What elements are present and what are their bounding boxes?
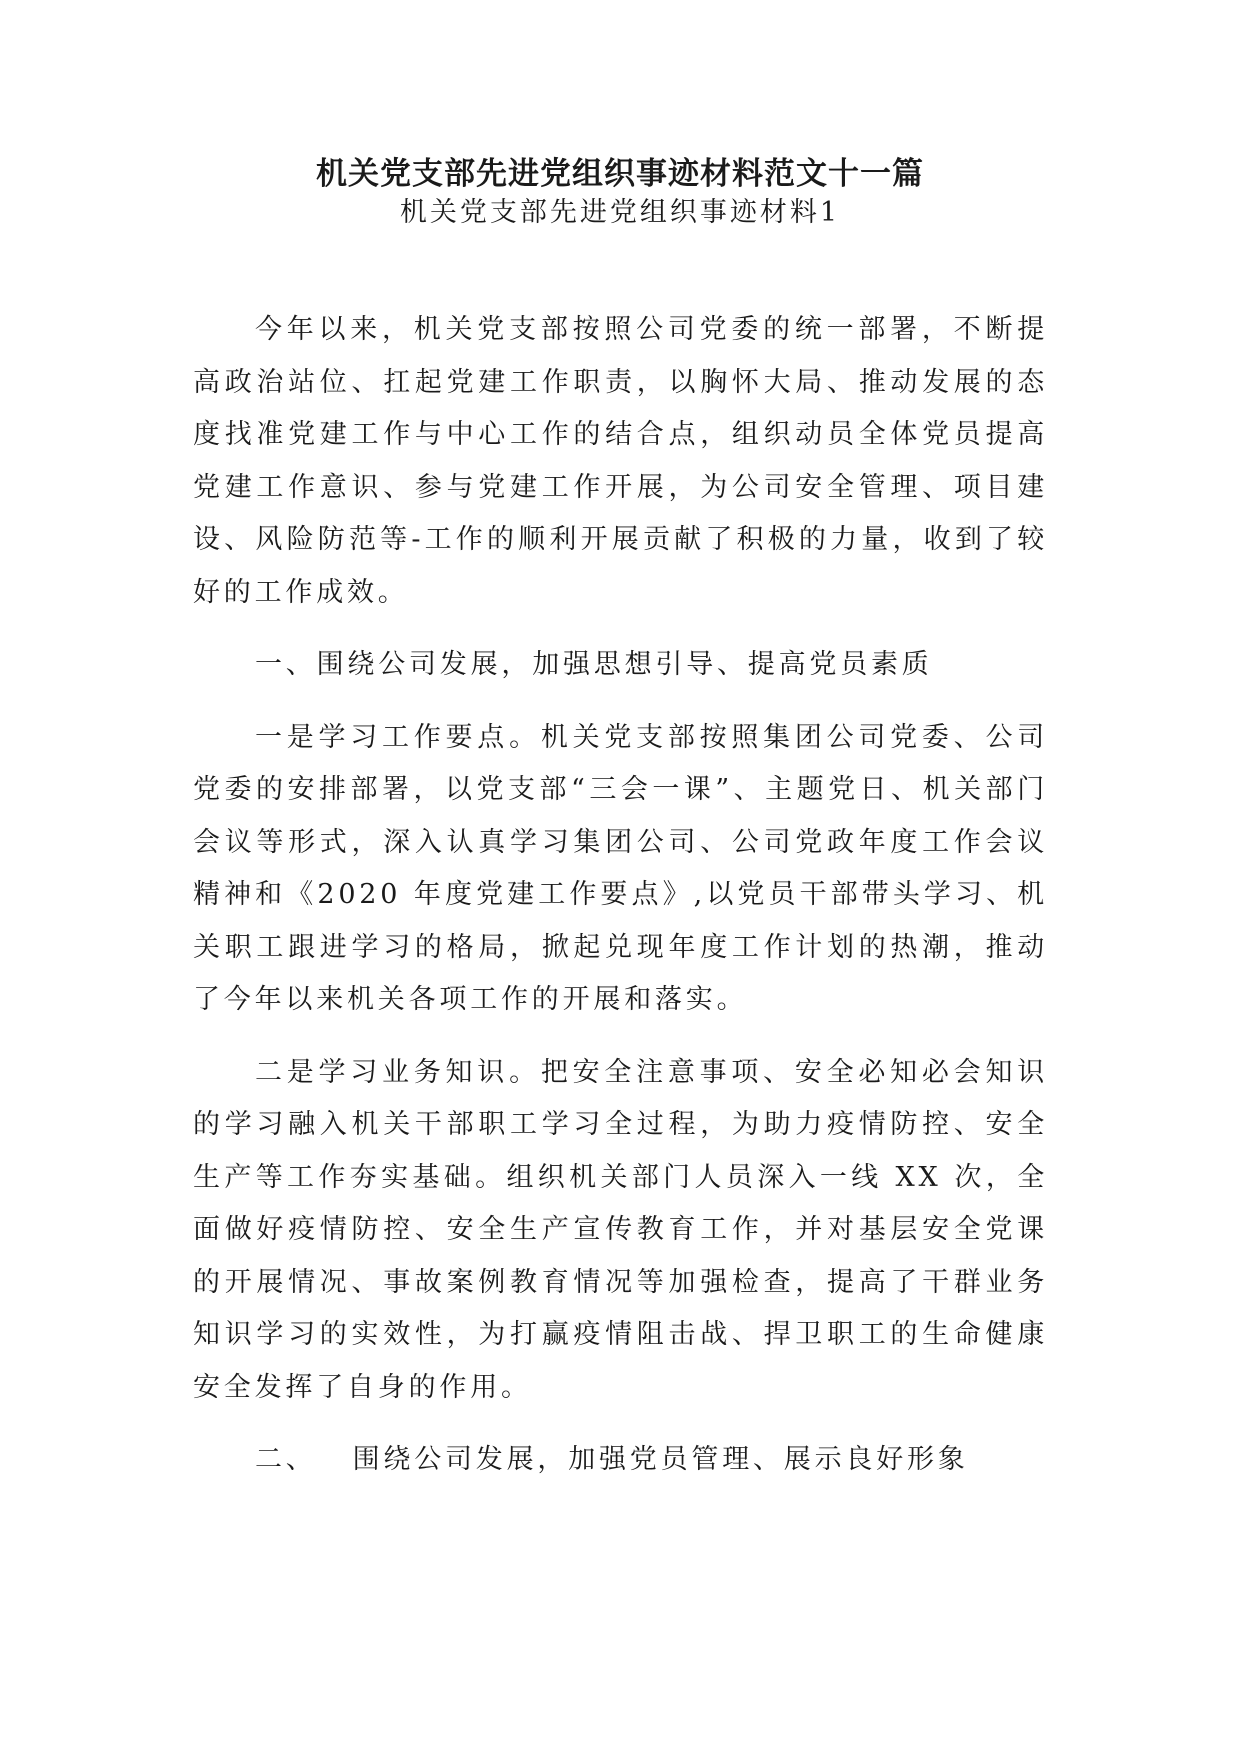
intro-paragraph: 今年以来，机关党支部按照公司党委的统一部署，不断提高政治站位、扛起党建工作职责，以胸怀大局、推动发展的态度找准党建工作与中心工作的结合点，组织动员全体党员提高党建工作意识、参与党建工作开展，为公司安全管理、项目建设、风险防范等-工作的顺利开展贡献了积极的力量，收到了较好的工作成效。 [193, 314, 1048, 608]
section-heading-2-number: 二、 [255, 1444, 317, 1475]
document-body [193, 304, 1048, 1507]
section-heading-2 [193, 1434, 1048, 1487]
document-subtitle: 机关党支部先进党组织事迹材料1 [399, 197, 841, 228]
body-paragraph-study-points: 一是学习工作要点。机关党支部按照集团公司党委、公司党委的安排部署，以党支部“三会一课”、主题党日、机关部门会议等形式，深入认真学习集团公司、公司党政年度工作会议精神和《2020 年度党建工作要点》,以党员干部带头学习、机关职工跟进学习的格局，掀起兑现年度工作计划的热潮，推动了今年以来机关各项工作的开展和落实。 [193, 721, 1048, 1015]
section-heading-2-text: 围绕公司发展，加强党员管理、展示良好形象 [352, 1444, 969, 1475]
body-paragraph-business-knowledge: 二是学习业务知识。把安全注意事项、安全必知必会知识的学习融入机关干部职工学习全过程，为助力疫情防控、安全生产等工作夯实基础。组织机关部门人员深入一线 XX 次，全面做好疫情防控、安全生产宣传教育工作，并对基层安全党课的开展情况、事故案例教育情况等加强检查，提高了干群业务知识学习的实效性，为打赢疫情阻击战、捍卫职工的生命健康安全发挥了自身的作用。 [193, 1056, 1048, 1403]
section-heading-1: 一、围绕公司发展，加强思想引导、提高党员素质 [255, 649, 933, 680]
document-title: 机关党支部先进党组织事迹材料范文十一篇 [316, 156, 924, 192]
